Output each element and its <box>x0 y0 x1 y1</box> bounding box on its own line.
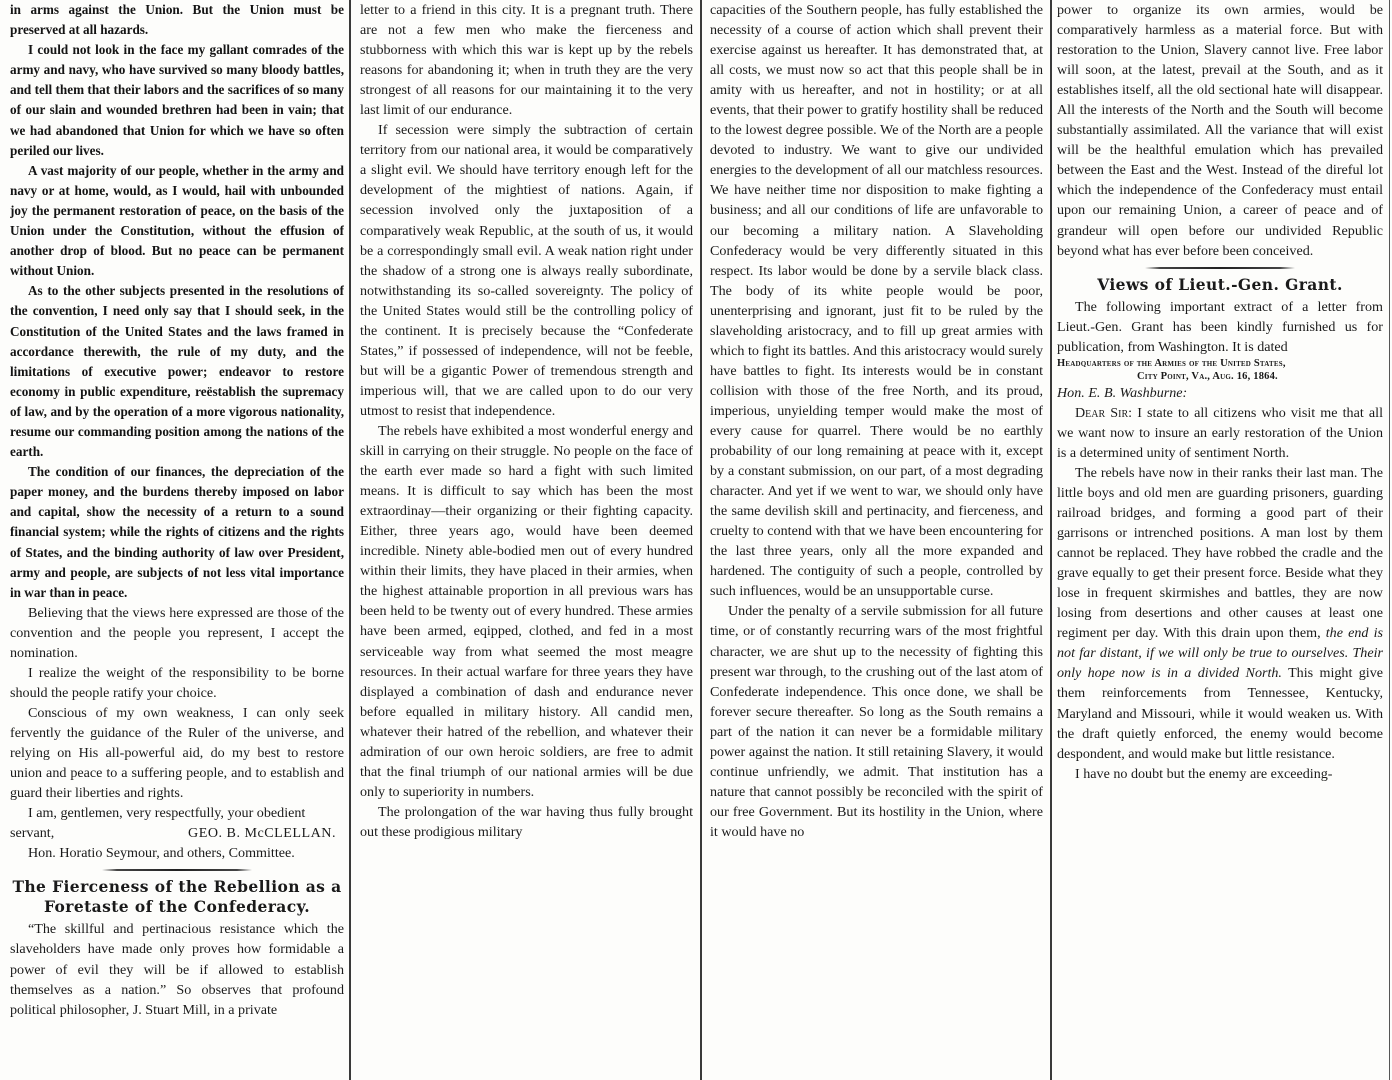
article-headline: The Fierceness of the Rebellion as a Foretaste of the Confederacy. <box>12 877 342 917</box>
column-2 <box>360 0 693 1080</box>
col3-paragraph: capacities of the Southern people, has fully established the necessity of a course of action which shall prevent their exercise against us hereafter. It has demonstrated that, at all costs, we must now so act that this people shall be in amity with us hereafter, and not in hostility; or at all events, that their power to gratify hostility shall be reduced to the lowest degree possible. We of the North are a people devoted to industry. We want to give our undivided energies to the development of all our matchless resources. We have neither time nor disposition to make fighting a business; and all our conditions of life are unfavorable to our becoming a military nation. A Slaveholding Confederacy would be very differently situated in this respect. Its labor would be done by a servile black class. The body of its white people would be poor, unenterprising and ignorant, just fit to be ruled by the slaveholding aristocracy, and to fill up great armies with which to fight its battles. And this aristocracy would surely have battles to fight. Its interests would be in constant collision with those of the free North, and its proud, imperious, unyielding temper would make the most of every cause for quarrel. There would be no earthly probability of our long remaining at peace with it, except by a constant submission, on our part, of a most degrading character. And yet if we went to war, we should only have the same devilish skill and pertinacity, and fierceness, and cruelty to contend with that we have been encountering for the last three years, only all the more expanded and hardened. The contiguity of such a people, controlled by such influences, would be an unsupportable curse. <box>710 2 1043 600</box>
col1-paragraph: Conscious of my own weakness, I can only seek fervently the guidance of the Ruler of the universe, and relying on His all-powerful aid, do my best to restore union and peace to a suffering people, and to establish and guard their liberties and rights. <box>10 705 344 802</box>
dateline-line-2: City Point, Va., Aug. 16, 1864. <box>1137 370 1278 382</box>
letter-paragraph <box>1057 463 1383 764</box>
letter-paragraph <box>1057 403 1383 463</box>
col2-paragraph: If secession were simply the subtraction of certain territory from our national area, it would be comparatively a slight evil. We should have territory enough left for the development of the mightiest of nations. Again, if secession involved only the juxtaposition of a comparatively weak Republic, at the south of us, it would be a correspondingly small evil. A weak nation right under the shadow of a strong one is always really subordinate, notwithstanding its so-called sovereignty. The policy of the United States would still be the controlling policy of the continent. It is precisely because the “Confederate States,” if possessed of independence, will not be feeble, but will be a gigantic Power of tremendous strength and imperious will, that we are called upon to do our very utmost to resist that independence. <box>360 122 693 419</box>
column-rule <box>349 0 351 1080</box>
col2-paragraph: The prolongation of the war having thus fully brought out these prodigious military <box>360 803 693 840</box>
col1-paragraph: in arms against the Union. But the Union must be preserved at all hazards. <box>10 2 344 38</box>
col3-paragraph: Under the penalty of a servile submission for all future time, or of constantly recurring wars of the most frightful character, we are shut up to the necessity of fighting this present war through, to the crushing out of the last atom of Confederate independence. This once done, we shall be forever secure thereafter. So long as the South remains a part of the nation it can never be a formidable military power against the nation. It still retaining Slavery, it would continue unfriendly, we admit. That institution has a nature that cannot possibly be reconciled with the spirit of our free Government. But its hostility in the Union, where it would have no <box>710 603 1043 840</box>
article-opening: “The skillful and pertinacious resistance which the slaveholders have made only proves how formidable a power of evil they will be if allowed to establish themselves as a nation.” So observes that profound political philosopher, J. Stuart Mill, in a private <box>10 921 344 1018</box>
col1-paragraph: A vast majority of our people, whether in the army and navy or at home, would, as I would, hail with unbounded joy the permanent restoration of peace, on the basis of the Union under the Constitution, without the effusion of another drop of blood. But no peace can be permanent without Union. <box>10 162 344 279</box>
col1-paragraph: The condition of our finances, the depreciation of the paper money, and the burdens thereby imposed on labor and capital, show the necessity of a return to a sound financial system; while the rights of citizens and the rights of States, and the binding authority of law over President, army and people, are subjects of not less vital importance in war than in peace. <box>10 464 344 600</box>
letter-dateline <box>1057 357 1383 383</box>
signature: GEO. B. McCLELLAN. <box>188 825 336 842</box>
article-headline: Views of Lieut.-Gen. Grant. <box>1097 274 1343 294</box>
letter-text: I state to all citizens who visit me that all we want now to insure an early restoration of the Union is a determined unity of sentiment North. <box>1057 404 1383 461</box>
col1-paragraph: As to the other subjects presented in the resolutions of the convention, I need only say that I should seek, in the Constitution of the United States and the laws framed in accordance therewith, the rule of my duty, and the limitations of executive power; endeavor to restore economy in public expenditure, reëstablish the supremacy of law, and by the operation of a more vigorous nationality, resume our commanding position among the nations of the earth. <box>10 283 344 460</box>
column-rule <box>700 0 702 1080</box>
col1-paragraph: Believing that the views here expressed are those of the convention and the people you represent, I accept the nomination. <box>10 604 344 661</box>
closing-word: servant, <box>10 825 55 842</box>
section-divider <box>102 869 252 871</box>
column-1 <box>10 0 344 1080</box>
addressee: Hon. Horatio Seymour, and others, Committee. <box>28 845 295 862</box>
dateline-line-1: Headquarters of the Armies of the United States, <box>1057 357 1286 369</box>
salutation: Dear Sir: <box>1075 404 1133 421</box>
section-divider <box>1145 267 1295 269</box>
letter-closing-section <box>10 603 344 1020</box>
column-3 <box>710 0 1043 1080</box>
column-rule <box>1050 0 1052 1080</box>
col1-paragraph: I could not look in the face my gallant comrades of the army and navy, who have survived so many bloody battles, and tell them that their labors and the sacrifices of so many of our slain and wounded brethren had been in vain; that we had abandoned that Union for which we have so often periled our lives. <box>10 42 344 158</box>
column-4 <box>1057 0 1383 1080</box>
col4-paragraph: power to organize its own armies, would be comparatively harmless as a material force. But with restoration to the Union, Slavery cannot live. Free labor will soon, at the latest, prevail at the South, and as it establishes itself, all the old sectional hate will disappear. All the interests of the North and the South will become substantially assimilated. All the variance that will exist will be the healthful emulation which has prevailed between the East and the West. Instead of the direful lot which the independence of the Confederacy must entail upon our remaining Union, a career of peace and of grandeur will open before our undivided Republic beyond what has ever before been conceived. <box>1057 2 1383 259</box>
col1-paragraph: I realize the weight of the responsibility to be borne should the people ratify your choice. <box>10 664 344 701</box>
col2-paragraph: letter to a friend in this city. It is a pregnant truth. There are not a few men who make the fierceness and stubborness with which this war is kept up by the rebels reasons for abandoning it; when in truth they are the very strongest of all reasons for our maintaining it to the very last limit of our endurance. <box>360 2 693 119</box>
letter-text: This might give them reinforcements from Tennessee, Kentucky, Maryland and Missouri, while it would weaken us. With the draft quietly enforced, the enemy would become despondent, and would make but little resistance. <box>1057 665 1383 762</box>
signature-line <box>10 823 344 843</box>
col2-paragraph: The rebels have exhibited a most wonderful energy and skill in carrying on their struggle. No people on the face of the earth ever made so hard a fight with such limited means. It is difficult to say which has been the most extraordinay—their organizing or their fighting capacity. Either, three years ago, would have been deemed incredible. Ninety able-bodied men out of every hundred within their limits, they have placed in their armies, when the highest attainable proportion in all previous wars has been held to be twenty out of every hundred. These armies have been armed, eqipped, clothed, and fed in a most serviceable way from what seemed the most meagre resources. In their actual warfare for three years they have displayed a combination of dash and endurance never before equalled in military history. All candid men, whatever their hatred of the rebellion, and whatever their admiration of our own heroic soldiers, are free to admit that the final triumph of our national armies will be due only to superiority in numbers. <box>360 422 693 800</box>
article-intro: The following important extract of a letter from Lieut.-Gen. Grant has been kindly furnished us for publication, from Washington. It is dated <box>1057 298 1383 355</box>
letter-text: The rebels have now in their ranks their last man. The little boys and old men are guarding prisoners, guarding railroad bridges, and forming a good part of their garrisons or intrenched positions. A man lost by them cannot be replaced. They have robbed the cradle and the grave equally to get their present force. Beside what they lose in frequent skirmishes and battles, they are now losing from desertions and other causes at least one regiment per day. With this drain upon them, <box>1057 464 1383 642</box>
page-edge-rule <box>1389 0 1390 1080</box>
letter-recipient: Hon. E. B. Washburne: <box>1057 384 1188 401</box>
letter-closing: I am, gentlemen, very respectfully, your obedient <box>28 805 306 822</box>
letter-paragraph: I have no doubt but the enemy are exceeding- <box>1075 765 1333 782</box>
letter-text-italic: the end is not far distant, if we will only be true to ourselves. Their only hope now is in a divided North. <box>1057 625 1383 682</box>
